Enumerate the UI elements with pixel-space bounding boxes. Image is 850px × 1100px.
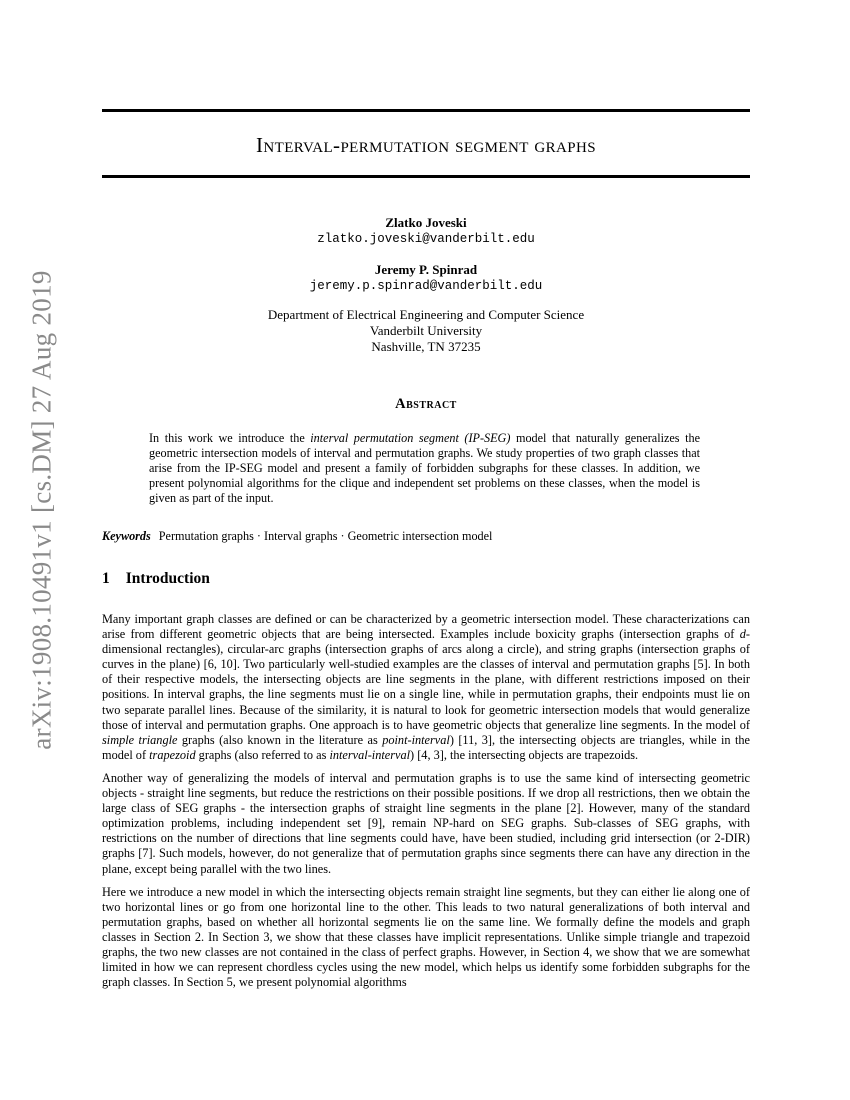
text-run: graphs (also known in the literature as [177,732,383,747]
text-run: Many important graph classes are defined or can be characterized by a geometric intersection model. These characterizations can arise from different geometric objects that are being intersected. Examples include boxicity graphs (intersection graphs of [102,612,750,642]
intro-paragraph-1 [102,612,750,763]
text-run: graphs (also referred to as [195,747,330,762]
author-1 [102,215,750,247]
keywords-text: Permutation graphs · Interval graphs · Geometric intersection model [158,529,493,543]
introduction-body [102,612,750,998]
abstract-body [149,431,700,506]
keywords-label: Keywords [102,529,151,543]
text-run: ) [4, 3], the intersecting objects are trapezoids. [410,747,639,762]
arxiv-identifier: arXiv:1908.10491v1 [cs.DM] 27 Aug 2019 [26,270,57,750]
title-rule-top [102,109,750,112]
affiliation-department: Department of Electrical Engineering and Computer Science [267,307,585,322]
emph-term: interval-interval [329,747,411,762]
affiliation [102,307,750,355]
keywords [102,529,750,544]
intro-paragraph-2: Another way of generalizing the models of interval and permutation graphs is to use the same kind of intersecting geometric objects - straight line segments, but reduce the restrictions on their possible positions. If we drop all restrictions, then we obtain the large class of SEG graphs - the intersection graphs of straight line segments in the plane [2]. However, many of the standard optimization problems, including independent set [9], remain NP-hard on SEG graphs. Sub-classes of SEG graphs, with restrictions on the number of directions that line segments could have, have been studied, including grid intersection (or 2-DIR) graphs [7]. Such models, however, do not generalize that of permutation graphs since segments there can have any direction in the plane, except being parallel with the two lines. [102,770,750,876]
affiliation-city: Nashville, TN 37235 [371,339,481,354]
abstract-text: model that naturally generalizes the geometric intersection models of interval and permutation graphs. We study properties of two graph classes that arise from the IP-SEG model and present a family of forbidden subgraphs for these classes. In addition, we present polynomial algorithms for the clique and independent set problems on these classes, when the model is given as part of the input. [149,431,700,505]
section-title: Introduction [125,570,210,587]
emph-term: simple triangle [102,732,178,747]
text-run: -dimensional rectangles), circular-arc graphs (intersection graphs of arcs along a circle), and string graphs (intersection graphs of curves in the plane) [6, 10]. Two particularly well-studied examples are the classes of interval and permutation graphs [5]. In both of their respective models, the intersecting objects are line segments in the plane, with different restrictions imposed on their positions. In interval graphs, the line segments must lie on a single line, while in permutation graphs, their endpoints must lie on two separate parallel lines. Because of the similarity, it is natural to look for geometric intersection models that would generalize those of interval and permutation graphs. One approach is to have geometric objects that generalize line segments. In the model of [102,627,750,732]
author-2 [102,262,750,294]
abstract-text: In this work we introduce the [149,431,311,445]
author-name: Zlatko Joveski [385,215,467,230]
section-number: 1 [102,570,110,587]
text-run: ) [11, 3], the intersecting objects are triangles, while in the model of [102,732,750,762]
math-var: d [739,627,746,642]
emph-term: trapezoid [149,747,196,762]
abstract-heading: Abstract [395,396,457,412]
arxiv-sidebar [22,270,62,750]
emph-term: point-interval [382,732,450,747]
author-email: zlatko.joveski@vanderbilt.edu [317,232,535,246]
title-rule-bottom [102,175,750,178]
intro-paragraph-3: Here we introduce a new model in which the intersecting objects remain straight line segments, but they can either lie along one of two horizontal lines or go from one horizontal line to the other. This leads to two natural generalizations of both interval and permutation graphs, based on whether all horizontal segments lie on the same line. We formally define the models and graph classes in Section 2. In Section 3, we show that these classes have implicit representations. Unlike simple triangle and trapezoid graphs, the two new classes are not contained in the class of perfect graphs. However, in Section 4, we show that we are somewhat limited in how we can represent chordless cycles using the new model, which helps us identify some forbidden subgraphs for the graph classes. In Section 5, we present polynomial algorithms [102,884,750,990]
abstract-term: interval permutation segment (IP-SEG) [310,431,511,445]
paper-title: Interval-permutation segment graphs [256,133,596,157]
affiliation-university: Vanderbilt University [369,323,483,338]
section-heading [102,570,210,588]
author-email: jeremy.p.spinrad@vanderbilt.edu [309,279,543,293]
author-name: Jeremy P. Spinrad [374,262,478,277]
